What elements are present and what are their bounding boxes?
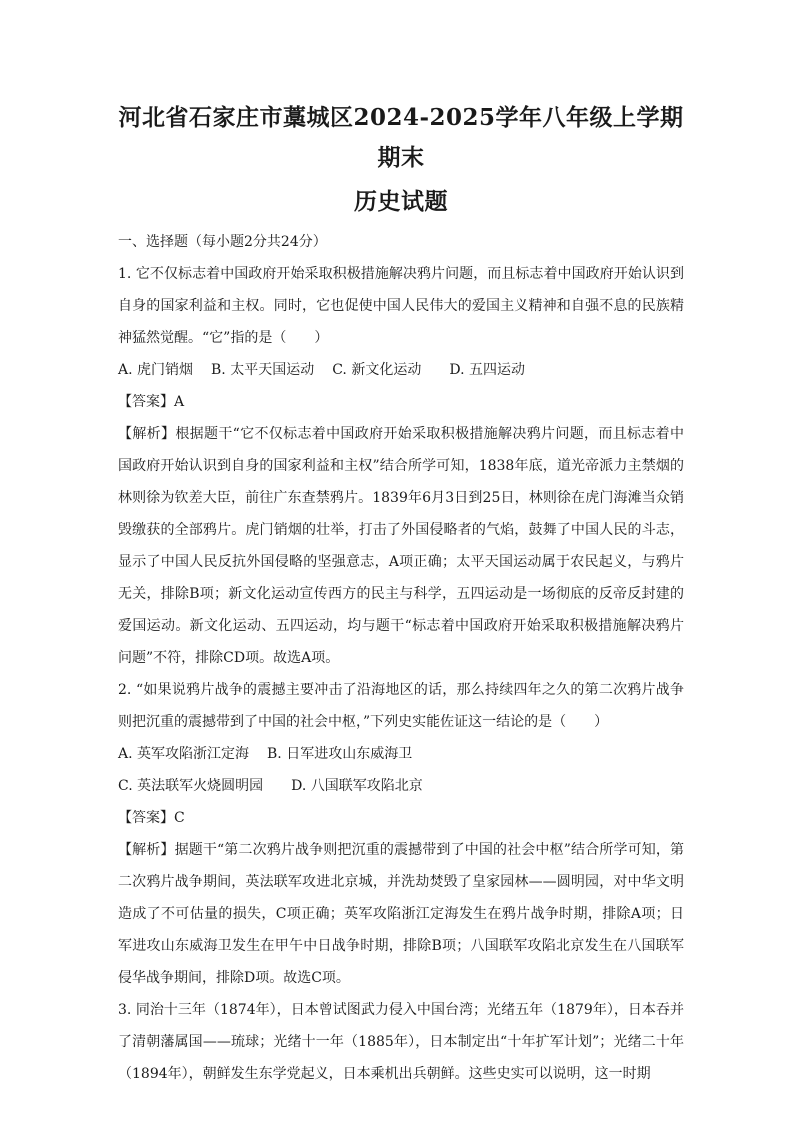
document-title: 河北省石家庄市藁城区2024-2025学年八年级上学期期末 [118, 104, 684, 171]
question-2-option-c: C. 英法联军火烧圆明园 [118, 778, 264, 794]
question-1-option-a: A. 虎门销烟 [118, 362, 194, 378]
question-1 [118, 258, 684, 674]
question-2-option-a: A. 英军攻陷浙江定海 [118, 746, 250, 762]
answer-label: 【答案】 [118, 394, 174, 410]
question-2-options-row-2 [118, 770, 684, 802]
analysis-label: 【解析】 [118, 842, 175, 858]
question-2-answer [118, 802, 684, 834]
question-2 [118, 674, 684, 994]
question-2-stem: 2. “如果说鸦片战争的震撼主要冲击了沿海地区的话，那么持续四年之久的第二次鸦片战争则把沉重的震撼带到了中国的社会中枢，”下列史实能佐证这一结论的是（ ） [118, 682, 684, 730]
question-1-analysis [118, 418, 684, 674]
question-1-answer [118, 386, 684, 418]
question-2-option-d: D. 八国联军攻陷北京 [291, 778, 423, 794]
question-3-stem: 3. 同治十三年（1874年），日本曾试图武力侵入中国台湾；光绪五年（1879年），日本吞并了清朝藩属国——琉球；光绪十一年（1885年），日本制定出“十年扩军计划”；光绪二十年（1894年），朝鲜发生东学党起义，日本乘机出兵朝鲜。这些史实可以说明，这一时期 [118, 1002, 684, 1082]
analysis-text: 据题干“第二次鸦片战争则把沉重的震撼带到了中国的社会中枢”结合所学可知，第二次鸦片战争期间，英法联军攻进北京城，并洗劫焚毁了皇家园林——圆明园，对中华文明造成了不可估量的损失，C项正确；英军攻陷浙江定海发生在鸦片战争时期，排除A项；日军进攻山东威海卫发生在甲午中日战争时期，排除B项；八国联军攻陷北京发生在八国联军侵华战争期间，排除D项。故选C项。 [118, 842, 685, 986]
answer-value: A [174, 394, 185, 410]
question-1-option-b: B. 太平天国运动 [211, 362, 315, 378]
question-3 [118, 994, 684, 1090]
question-1-stem: 1. 它不仅标志着中国政府开始采取积极措施解决鸦片问题，而且标志着中国政府开始认识到自身的国家利益和主权。同时，它也促使中国人民伟大的爱国主义精神和自强不息的民族精神猛然觉醒。“它”指的是（ ） [118, 266, 684, 346]
answer-label: 【答案】 [118, 810, 174, 826]
analysis-text: 根据题干“它不仅标志着中国政府开始采取积极措施解决鸦片问题，而且标志着中国政府开始认识到自身的国家利益和主权”结合所学可知，1838年底，道光帝派力主禁烟的林则徐为钦差大臣，前往广东查禁鸦片。1839年6月3日到25日，林则徐在虎门海滩当众销毁缴获的全部鸦片。虎门销烟的壮举，打击了外国侵略者的气焰，鼓舞了中国人民的斗志，显示了中国人民反抗外国侵略的坚强意志，A项正确；太平天国运动属于农民起义，与鸦片无关，排除B项；新文化运动宣传西方的民主与科学，五四运动是一场彻底的反帝反封建的爱国运动。新文化运动、五四运动，均与题干“标志着中国政府开始采取积极措施解决鸦片问题”不符，排除CD项。故选A项。 [118, 426, 685, 666]
answer-value: C [174, 810, 185, 826]
question-2-options-row-1 [118, 738, 684, 770]
question-2-option-b: B. 日军进攻山东威海卫 [267, 746, 413, 762]
section-heading: 一、选择题（每小题2分共24分） [118, 234, 327, 250]
analysis-label: 【解析】 [118, 426, 176, 442]
document-subtitle: 历史试题 [354, 188, 448, 215]
question-1-option-c: C. 新文化运动 [332, 362, 422, 378]
question-2-analysis [118, 834, 684, 994]
question-1-option-d: D. 五四运动 [449, 362, 525, 378]
question-1-options [118, 354, 684, 386]
